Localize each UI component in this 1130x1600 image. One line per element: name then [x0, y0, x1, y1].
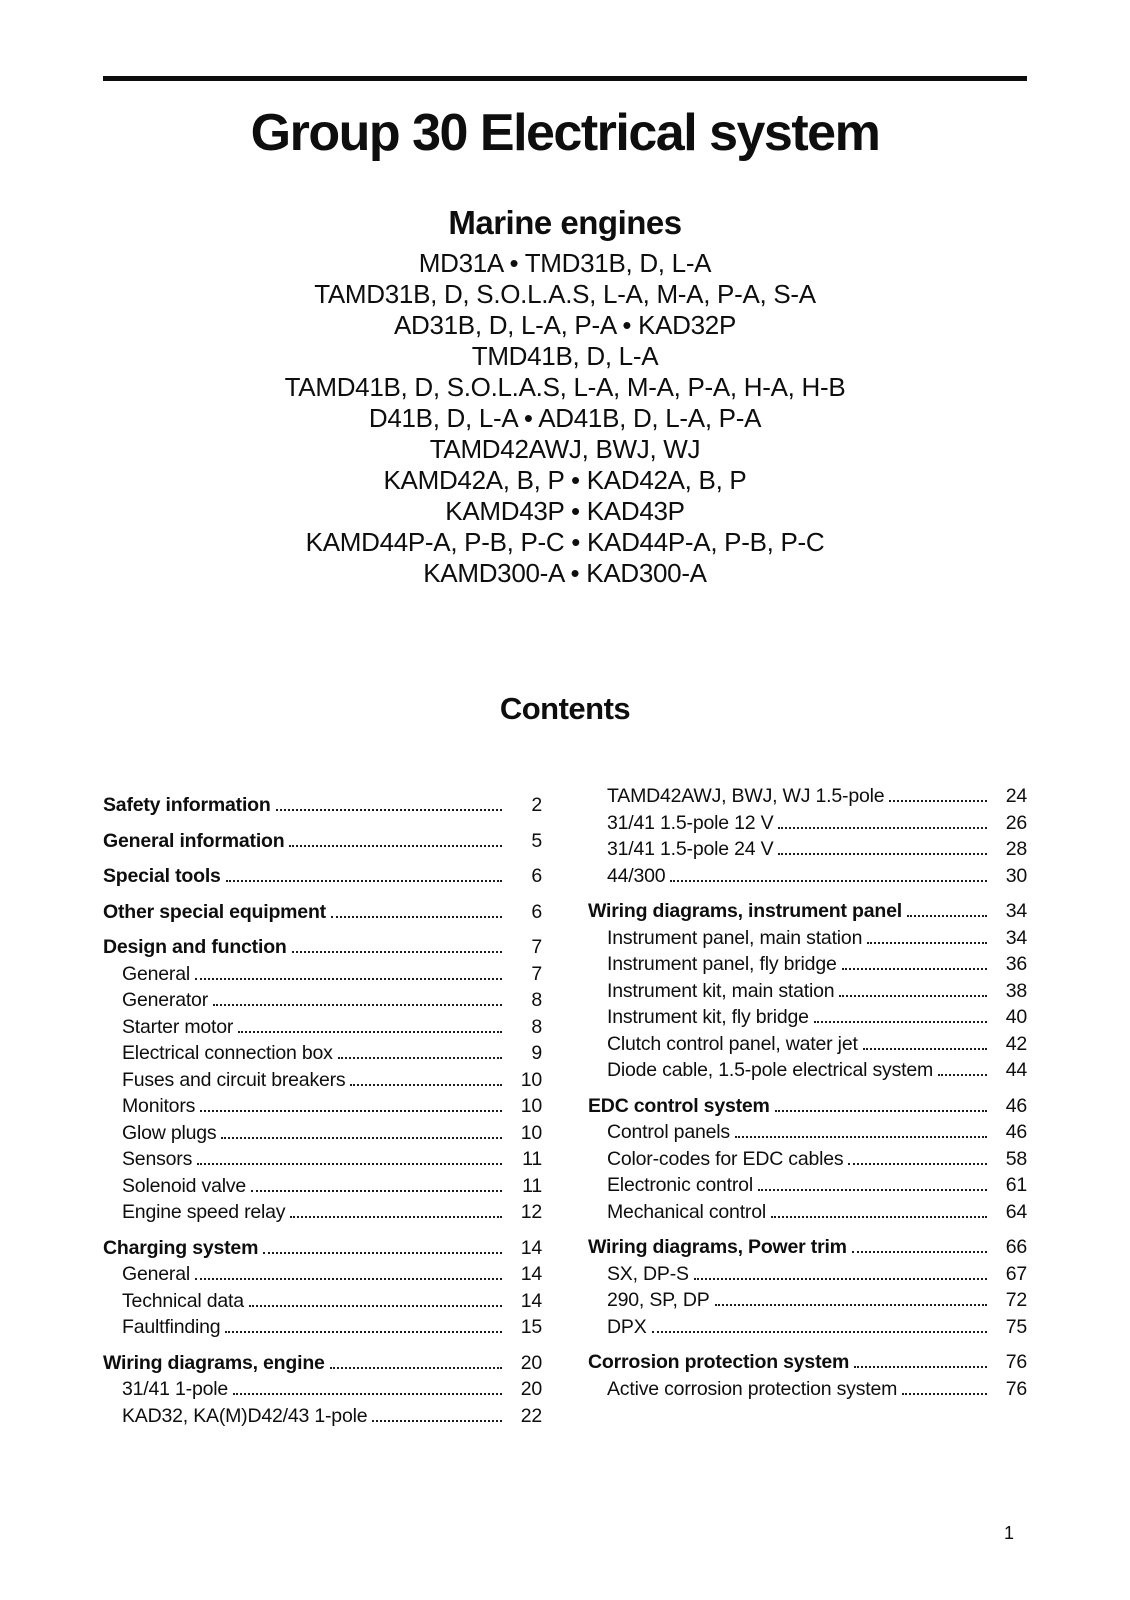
engine-model-line: TAMD42AWJ, BWJ, WJ	[429, 434, 701, 465]
toc-entry-label: Instrument panel, fly bridge	[607, 953, 837, 976]
toc-entry-page: 12	[520, 1201, 542, 1224]
toc-entry-page: 11	[522, 1174, 542, 1197]
toc-sub-row	[588, 951, 1027, 978]
toc-entry-page: 64	[1005, 1200, 1027, 1223]
toc-entry-label: 31/41 1.5-pole 24 V	[607, 838, 774, 861]
page-subtitle: Marine engines	[448, 204, 682, 242]
toc-entry-page: 42	[1005, 1032, 1027, 1055]
toc-entry-page: 11	[522, 1148, 542, 1171]
toc-section-row	[103, 1350, 542, 1377]
toc-entry-label: Wiring diagrams, instrument panel	[588, 900, 902, 923]
toc-sub-row	[588, 978, 1027, 1005]
engine-model-line: KAMD43P • KAD43P	[445, 496, 685, 527]
toc-column-left	[103, 783, 542, 1429]
page-title: Group 30 Electrical system	[250, 104, 880, 162]
toc-section-row	[103, 792, 542, 819]
toc-dot-leader	[200, 1110, 502, 1112]
toc-entry-label: Instrument panel, main station	[607, 926, 863, 949]
toc-sub-row	[103, 961, 542, 988]
toc-sub-row	[103, 1067, 542, 1094]
toc-sub-row	[103, 1261, 542, 1288]
toc-entry-page: 66	[1005, 1236, 1027, 1259]
toc-sub-row	[103, 1199, 542, 1226]
toc-sub-row	[588, 925, 1027, 952]
toc-entry-label: Clutch control panel, water jet	[607, 1032, 858, 1055]
engine-model-line: D41B, D, L-A • AD41B, D, L-A, P-A	[368, 403, 762, 434]
toc-sub-row	[103, 1146, 542, 1173]
toc-entry-page: 10	[520, 1121, 542, 1144]
toc-entry-page: 24	[1005, 785, 1027, 808]
toc-entry-page: 38	[1005, 979, 1027, 1002]
toc-dot-leader	[848, 1163, 987, 1165]
toc-sub-row	[103, 1288, 542, 1315]
toc-entry-page: 7	[531, 936, 542, 959]
toc-entry-page: 2	[531, 794, 542, 817]
toc-entry-label: Safety information	[103, 794, 271, 817]
toc-dot-leader	[221, 1137, 502, 1139]
toc-dot-leader	[938, 1074, 987, 1076]
engine-model-line: MD31A • TMD31B, D, L-A	[418, 248, 712, 279]
toc-entry-page: 22	[520, 1404, 542, 1427]
toc-dot-leader	[226, 880, 502, 882]
toc-dot-leader	[372, 1420, 502, 1422]
toc-dot-leader	[213, 1004, 502, 1006]
toc-dot-leader	[778, 827, 987, 829]
toc-entry-page: 46	[1005, 1094, 1027, 1117]
toc-entry-label: Wiring diagrams, engine	[103, 1351, 325, 1374]
toc-dot-leader	[233, 1393, 502, 1395]
toc-dot-leader	[238, 1031, 502, 1033]
toc-dot-leader	[889, 800, 987, 802]
toc-entry-label: Starter motor	[122, 1015, 234, 1038]
toc-entry-page: 8	[531, 1015, 542, 1038]
toc-dot-leader	[867, 942, 987, 944]
toc-entry-label: Glow plugs	[122, 1121, 217, 1144]
toc-entry-page: 76	[1005, 1377, 1027, 1400]
toc-sub-row	[588, 863, 1027, 890]
toc-section-row	[588, 1093, 1027, 1120]
toc-section-row	[588, 898, 1027, 925]
page-content	[0, 76, 1130, 1429]
toc-sub-row	[588, 1376, 1027, 1403]
toc-entry-page: 72	[1005, 1289, 1027, 1312]
toc-dot-leader	[907, 915, 987, 917]
toc-entry-page: 5	[531, 829, 542, 852]
toc-entry-page: 46	[1005, 1121, 1027, 1144]
toc-entry-label: Solenoid valve	[122, 1174, 247, 1197]
toc-sub-row	[103, 1173, 542, 1200]
engine-model-line: KAMD42A, B, P • KAD42A, B, P	[383, 465, 747, 496]
toc-sub-row	[103, 1040, 542, 1067]
toc-sub-row	[103, 1120, 542, 1147]
toc-entry-label: Active corrosion protection system	[607, 1377, 898, 1400]
toc-section-row	[588, 1234, 1027, 1261]
toc-dot-leader	[652, 1331, 988, 1333]
toc-entry-label: Design and function	[103, 936, 287, 959]
toc-dot-leader	[338, 1057, 502, 1059]
toc-entry-label: 44/300	[607, 864, 666, 887]
toc-entry-page: 75	[1005, 1315, 1027, 1338]
toc-entry-label: Charging system	[103, 1236, 259, 1259]
toc-entry-page: 67	[1005, 1262, 1027, 1285]
engine-model-list	[103, 248, 1027, 589]
toc-sub-row	[588, 810, 1027, 837]
toc-dot-leader	[195, 978, 502, 980]
toc-entry-label: Monitors	[122, 1095, 196, 1118]
toc-dot-leader	[350, 1084, 502, 1086]
toc-dot-leader	[251, 1190, 502, 1192]
toc-entry-label: General	[122, 1263, 190, 1286]
toc-entry-label: Generator	[122, 989, 208, 1012]
toc-sub-row	[588, 1057, 1027, 1084]
toc-dot-leader	[839, 995, 987, 997]
toc-entry-label: Technical data	[122, 1289, 244, 1312]
toc-dot-leader	[694, 1278, 987, 1280]
toc-entry-label: 31/41 1-pole	[122, 1378, 229, 1401]
toc-entry-label: Other special equipment	[103, 900, 326, 923]
toc-section-row	[103, 934, 542, 961]
toc-entry-page: 28	[1005, 838, 1027, 861]
toc-column-right	[588, 783, 1027, 1429]
toc-entry-page: 26	[1005, 811, 1027, 834]
toc-dot-leader	[263, 1252, 502, 1254]
engine-model-line: TAMD31B, D, S.O.L.A.S, L-A, M-A, P-A, S-A	[314, 279, 816, 310]
toc-sub-row	[588, 1031, 1027, 1058]
toc-entry-label: Special tools	[103, 865, 221, 888]
toc-sub-row	[103, 1403, 542, 1430]
toc-sub-row	[588, 1314, 1027, 1341]
toc-entry-label: Wiring diagrams, Power trim	[588, 1236, 847, 1259]
toc-entry-page: 10	[520, 1068, 542, 1091]
toc-entry-label: Mechanical control	[607, 1200, 766, 1223]
toc-dot-leader	[758, 1189, 987, 1191]
toc-section-row	[103, 828, 542, 855]
toc-entry-page: 8	[531, 989, 542, 1012]
toc-dot-leader	[814, 1021, 987, 1023]
toc-entry-label: 290, SP, DP	[607, 1289, 710, 1312]
engine-model-line: TAMD41B, D, S.O.L.A.S, L-A, M-A, P-A, H-A, H-B	[284, 372, 846, 403]
toc-entry-label: Fuses and circuit breakers	[122, 1068, 346, 1091]
toc-section-row	[103, 863, 542, 890]
toc-dot-leader	[195, 1278, 502, 1280]
toc-entry-page: 9	[531, 1042, 542, 1065]
toc-entry-label: General information	[103, 829, 285, 852]
engine-model-line: AD31B, D, L-A, P-A • KAD32P	[393, 310, 737, 341]
toc-sub-row	[588, 1287, 1027, 1314]
toc-dot-leader	[289, 845, 502, 847]
toc-dot-leader	[852, 1251, 987, 1253]
toc-entry-label: Corrosion protection system	[588, 1351, 850, 1374]
toc-sub-row	[103, 1093, 542, 1120]
toc-entry-page: 15	[520, 1316, 542, 1339]
toc-entry-label: 31/41 1.5-pole 12 V	[607, 811, 774, 834]
toc-sub-row	[588, 1261, 1027, 1288]
toc-sub-row	[588, 1119, 1027, 1146]
table-of-contents	[103, 783, 1027, 1429]
toc-entry-label: Control panels	[607, 1121, 730, 1144]
toc-sub-row	[588, 1146, 1027, 1173]
toc-dot-leader	[715, 1304, 987, 1306]
toc-entry-label: TAMD42AWJ, BWJ, WJ 1.5-pole	[607, 785, 885, 808]
toc-entry-label: Sensors	[122, 1148, 193, 1171]
toc-sub-row	[103, 1376, 542, 1403]
toc-dot-leader	[225, 1331, 502, 1333]
toc-entry-page: 7	[531, 962, 542, 985]
toc-dot-leader	[290, 1216, 502, 1218]
toc-dot-leader	[331, 916, 502, 918]
toc-sub-row	[103, 987, 542, 1014]
toc-entry-label: Diode cable, 1.5-pole electrical system	[607, 1059, 934, 1082]
toc-dot-leader	[249, 1305, 502, 1307]
engine-model-line: KAMD300-A • KAD300-A	[423, 558, 707, 589]
toc-entry-page: 10	[520, 1095, 542, 1118]
toc-entry-label: Electrical connection box	[122, 1042, 333, 1065]
toc-sub-row	[103, 1314, 542, 1341]
toc-sub-row	[588, 1004, 1027, 1031]
page-number: 1	[1003, 1523, 1014, 1543]
toc-entry-label: DPX	[607, 1315, 647, 1338]
toc-entry-page: 34	[1005, 900, 1027, 923]
toc-entry-page: 36	[1005, 953, 1027, 976]
toc-entry-label: KAD32, KA(M)D42/43 1-pole	[122, 1404, 368, 1427]
toc-section-row	[588, 1349, 1027, 1376]
toc-entry-page: 40	[1005, 1006, 1027, 1029]
engine-model-line: KAMD44P-A, P-B, P-C • KAD44P-A, P-B, P-C	[305, 527, 825, 558]
toc-sub-row	[588, 1172, 1027, 1199]
toc-entry-label: Faultfinding	[122, 1316, 221, 1339]
toc-entry-page: 30	[1005, 864, 1027, 887]
toc-dot-leader	[276, 809, 502, 811]
toc-entry-label: SX, DP-S	[607, 1262, 689, 1285]
toc-entry-page: 6	[531, 900, 542, 923]
toc-dot-leader	[854, 1366, 987, 1368]
toc-dot-leader	[292, 951, 502, 953]
toc-entry-page: 20	[520, 1351, 542, 1374]
toc-entry-label: Instrument kit, main station	[607, 979, 835, 1002]
toc-section-row	[103, 899, 542, 926]
toc-entry-page: 6	[531, 865, 542, 888]
toc-entry-page: 34	[1005, 926, 1027, 949]
contents-heading: Contents	[499, 691, 631, 727]
toc-dot-leader	[863, 1048, 987, 1050]
toc-dot-leader	[197, 1163, 502, 1165]
toc-entry-page: 44	[1005, 1059, 1027, 1082]
toc-entry-page: 61	[1005, 1174, 1027, 1197]
toc-entry-label: EDC control system	[588, 1094, 770, 1117]
toc-sub-row	[588, 836, 1027, 863]
toc-entry-page: 20	[520, 1378, 542, 1401]
toc-sub-row	[588, 783, 1027, 810]
toc-dot-leader	[775, 1110, 987, 1112]
header-rule	[103, 76, 1027, 81]
toc-entry-label: Instrument kit, fly bridge	[607, 1006, 809, 1029]
toc-sub-row	[103, 1014, 542, 1041]
toc-entry-page: 14	[520, 1263, 542, 1286]
toc-entry-page: 14	[520, 1236, 542, 1259]
toc-dot-leader	[902, 1393, 987, 1395]
toc-sub-row	[588, 1199, 1027, 1226]
toc-dot-leader	[735, 1136, 987, 1138]
toc-dot-leader	[670, 880, 987, 882]
toc-entry-page: 58	[1005, 1147, 1027, 1170]
toc-entry-label: General	[122, 962, 190, 985]
toc-entry-page: 14	[520, 1289, 542, 1312]
toc-entry-label: Color-codes for EDC cables	[607, 1147, 844, 1170]
toc-entry-page: 76	[1005, 1351, 1027, 1374]
toc-dot-leader	[771, 1216, 987, 1218]
toc-entry-label: Engine speed relay	[122, 1201, 286, 1224]
toc-dot-leader	[778, 853, 987, 855]
toc-entry-label: Electronic control	[607, 1174, 753, 1197]
toc-dot-leader	[842, 968, 987, 970]
toc-dot-leader	[330, 1367, 502, 1369]
toc-section-row	[103, 1235, 542, 1262]
engine-model-line: TMD41B, D, L-A	[471, 341, 659, 372]
